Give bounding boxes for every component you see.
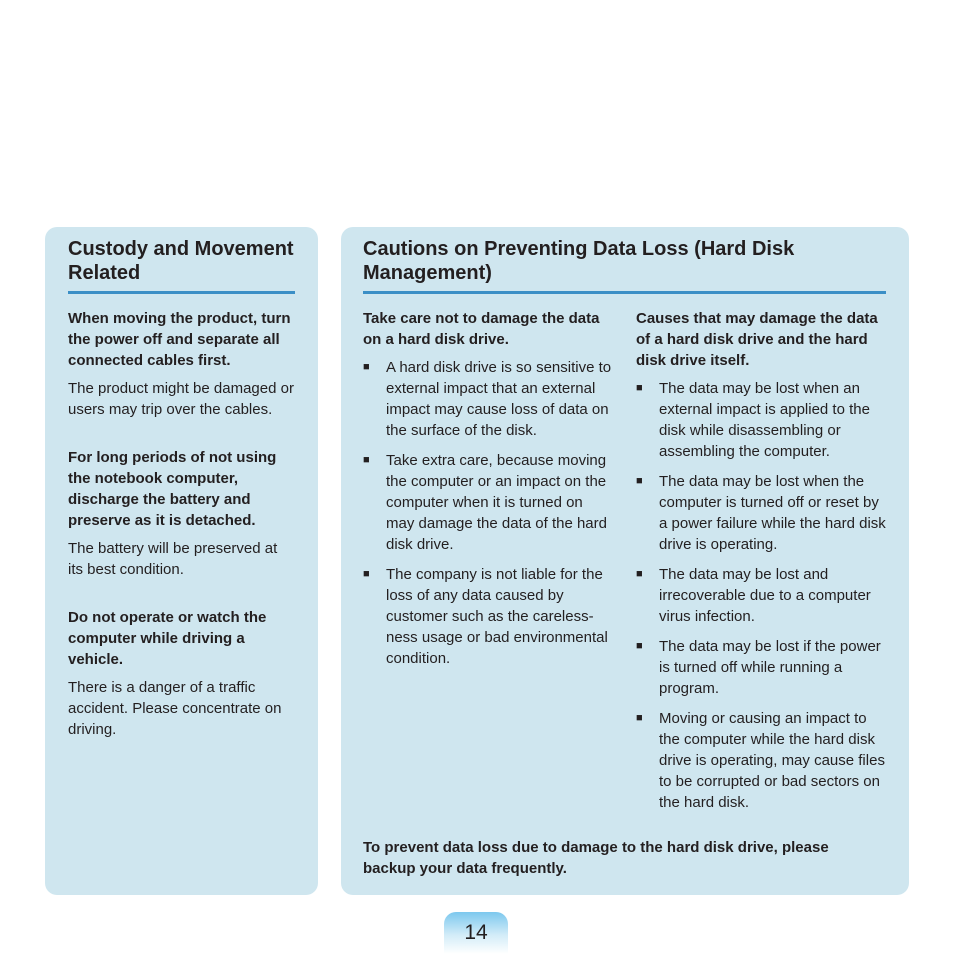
list-item [636,471,886,555]
custody-block-driving [68,607,295,740]
column-causes [636,308,886,822]
list-item-text: The data may be lost and irrecoverable due to a computer virus infection. [659,566,871,625]
custody-block-moving [68,308,295,420]
data-loss-panel-title: Cautions on Preventing Data Loss (Hard Disk Management) [363,237,886,294]
block-text: The battery will be preserved at its best condition. [68,540,278,578]
column-heading: Take care not to damage the data on a hard disk drive. [363,310,600,348]
block-heading: Do not operate or watch the computer while driving a vehicle. [68,609,267,668]
block-heading: When moving the product, turn the power off and separate all connected cables first. [68,310,291,369]
data-loss-panel [341,227,909,895]
bullet-list [636,378,886,813]
list-item-text: A hard disk drive is so sensitive to external impact that an external impact may cause loss of data on the surface of the disk. [386,359,612,439]
square-bullet-icon: ■ [636,568,643,580]
custody-panel [45,227,318,895]
bullet-list [363,357,613,669]
column-heading: Causes that may damage the data of a hard disk drive and the hard disk drive itself. [636,310,878,369]
square-bullet-icon: ■ [363,568,370,580]
block-heading: For long periods of not using the notebook computer, discharge the battery and preserve as it is detached. [68,449,277,529]
column-take-care [363,308,613,822]
list-item [363,450,613,555]
backup-reminder: To prevent data loss due to damage to the hard disk drive, please backup your data frequently. [363,839,829,877]
block-text: There is a danger of a traffic accident. Please concentrate on driving. [68,679,282,738]
block-text: The product might be damaged or users may trip over the cables. [68,380,294,418]
square-bullet-icon: ■ [636,640,643,652]
list-item [636,378,886,462]
list-item [636,636,886,699]
custody-panel-title: Custody and Movement Related [68,237,295,294]
square-bullet-icon: ■ [363,454,370,466]
list-item [636,564,886,627]
list-item [363,564,613,669]
list-item [363,357,613,441]
square-bullet-icon: ■ [363,361,370,373]
list-item-text: The data may be lost when an external impact is applied to the disk while disassembling or assembling the computer. [659,380,870,460]
list-item-text: The data may be lost if the power is turned off while running a program. [659,638,881,697]
list-item-text: Take extra care, because moving the computer or an impact on the computer when it is turned on may damage the data of the hard disk drive. [386,452,607,553]
data-loss-columns [363,308,886,822]
list-item-text: The company is not liable for the loss of any data caused by customer such as the careless-ness usage or bad environmental condition. [386,566,608,667]
list-item-text: The data may be lost when the computer is turned off or reset by a power failure while the hard disk drive is operating. [659,473,886,553]
square-bullet-icon: ■ [636,475,643,487]
square-bullet-icon: ■ [636,382,643,394]
custody-block-battery [68,447,295,580]
square-bullet-icon: ■ [636,712,643,724]
list-item [636,708,886,813]
page-number: 14 [444,912,508,954]
list-item-text: Moving or causing an impact to the computer while the hard disk drive is operating, may cause files to be corrupted or bad sectors on the hard disk. [659,710,885,811]
